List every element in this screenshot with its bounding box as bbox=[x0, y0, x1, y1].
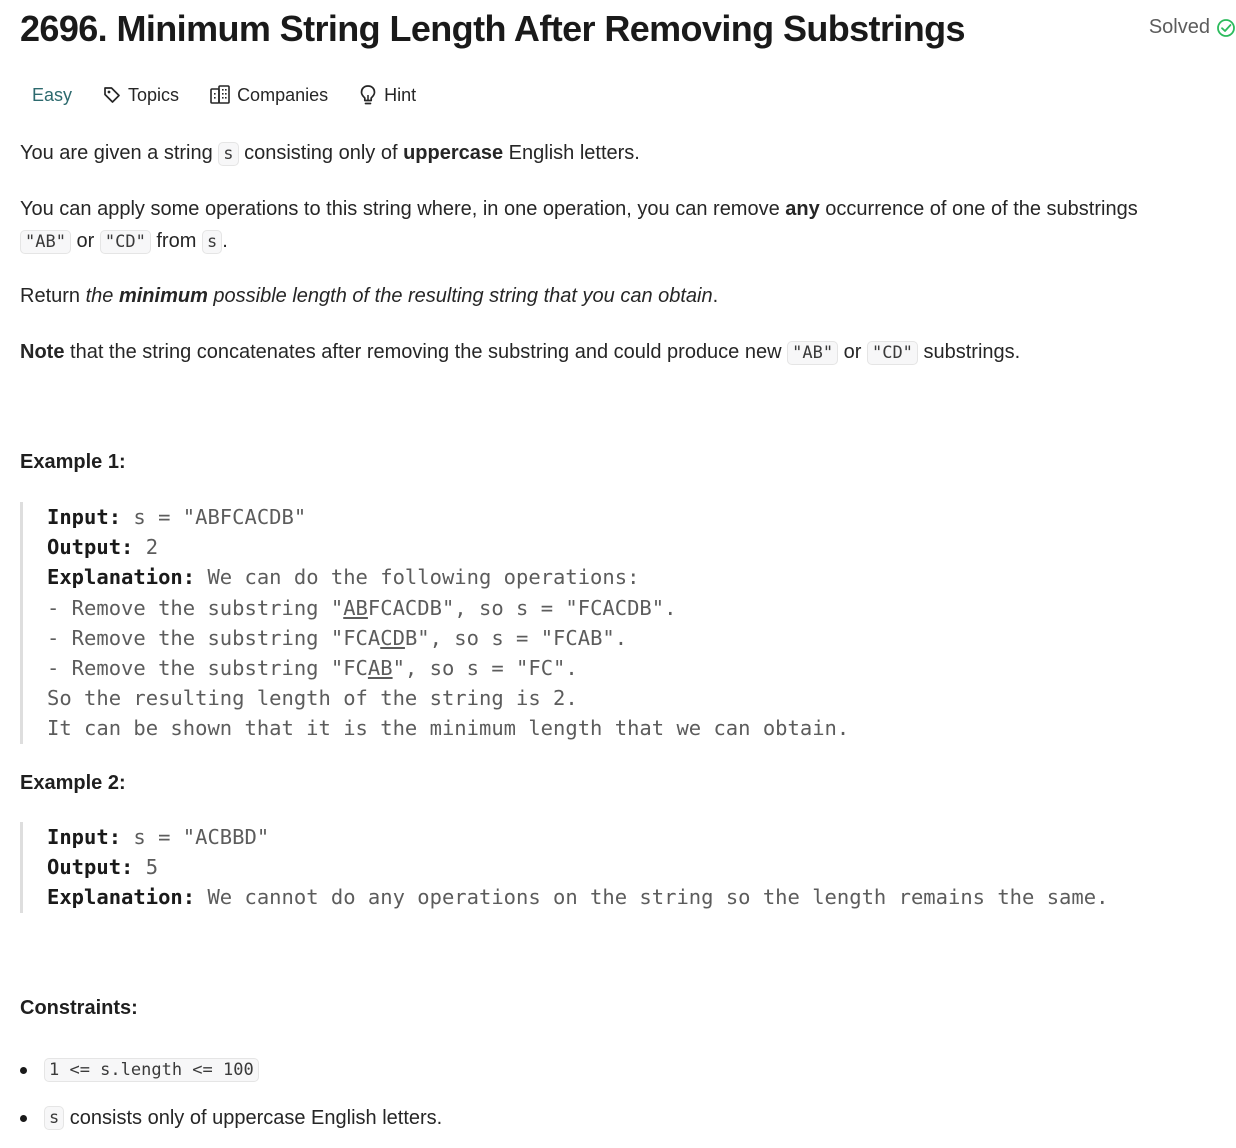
explanation-line: It can be shown that it is the minimum length that we can obtain. bbox=[47, 716, 850, 741]
underlined-text: AB bbox=[367, 656, 393, 681]
example-1-heading: Example 1: bbox=[20, 451, 126, 473]
hint-label: Hint bbox=[384, 84, 417, 105]
constraints-heading: Constraints: bbox=[20, 997, 138, 1019]
inline-code: s bbox=[202, 230, 222, 254]
underlined-text: AB bbox=[343, 595, 368, 620]
output-label: Output: bbox=[47, 855, 134, 880]
text: . bbox=[712, 285, 719, 307]
tag-icon bbox=[102, 85, 122, 105]
description-paragraph-2 bbox=[20, 193, 1190, 258]
text: that the string concatenates after removing the substring and could produce new bbox=[64, 341, 788, 363]
explanation-line: B", so s = "FCAB". bbox=[404, 625, 628, 650]
hint-button[interactable] bbox=[358, 84, 416, 106]
explanation-label: Explanation: bbox=[47, 885, 196, 910]
problem-tags bbox=[20, 80, 446, 110]
building-icon bbox=[209, 84, 231, 106]
explanation-line: - Remove the substring " bbox=[47, 595, 344, 620]
companies-button[interactable] bbox=[209, 84, 328, 106]
problem-title[interactable]: 2696. Minimum String Length After Removing Substrings bbox=[20, 8, 965, 49]
text: or bbox=[70, 230, 100, 252]
topics-label: Topics bbox=[128, 84, 180, 105]
text: Return bbox=[20, 285, 86, 307]
difficulty-label: Easy bbox=[32, 84, 73, 105]
title-row bbox=[20, 8, 1236, 52]
inline-code: "CD" bbox=[867, 341, 918, 365]
description-paragraph-3 bbox=[20, 280, 1190, 312]
text: consists only of uppercase English letters. bbox=[64, 1106, 443, 1129]
example-2-block bbox=[20, 822, 1108, 913]
explanation-label: Explanation: bbox=[47, 565, 196, 590]
text: consisting only of bbox=[238, 142, 404, 164]
bold-text: Note bbox=[20, 341, 65, 363]
input-value: s = "ABFCACDB" bbox=[121, 505, 307, 529]
example-2-heading: Example 2: bbox=[20, 772, 126, 794]
explanation-line: ", so s = "FC". bbox=[392, 656, 578, 681]
inline-code: "AB" bbox=[787, 341, 838, 365]
explanation-line: - Remove the substring "FC bbox=[47, 656, 368, 681]
text: substrings. bbox=[917, 341, 1021, 363]
list-item bbox=[20, 1046, 442, 1094]
example-1-block bbox=[20, 502, 849, 744]
text: from bbox=[150, 230, 202, 252]
explanation-value: We can do the following operations: bbox=[195, 565, 640, 590]
text: You are given a string bbox=[20, 142, 219, 164]
inline-code: "CD" bbox=[100, 230, 151, 254]
description-paragraph-1 bbox=[20, 137, 1190, 170]
text: or bbox=[838, 341, 867, 363]
output-label: Output: bbox=[47, 535, 134, 560]
inline-code: s bbox=[44, 1106, 64, 1130]
input-value: s = "ACBBD" bbox=[121, 825, 270, 849]
inline-code: "AB" bbox=[20, 230, 71, 254]
solved-status bbox=[1149, 16, 1236, 39]
text: occurrence of one of the substrings bbox=[819, 198, 1138, 220]
bold-text: any bbox=[785, 198, 820, 220]
topics-button[interactable] bbox=[102, 85, 179, 106]
explanation-line: - Remove the substring "FCA bbox=[47, 625, 381, 650]
text: English letters. bbox=[503, 142, 640, 164]
bold-italic-text: minimum bbox=[118, 285, 208, 307]
explanation-value: We cannot do any operations on the string so the length remains the same. bbox=[195, 885, 1109, 910]
text: . bbox=[222, 230, 228, 252]
output-value: 2 bbox=[133, 535, 159, 560]
inline-code: s bbox=[218, 142, 238, 166]
check-circle-icon bbox=[1216, 18, 1236, 38]
underlined-text: CD bbox=[380, 625, 405, 650]
bold-text: uppercase bbox=[403, 142, 504, 164]
text: You can apply some operations to this string where, in one operation, you can remove bbox=[20, 198, 786, 220]
output-value: 5 bbox=[133, 855, 159, 880]
description-paragraph-4 bbox=[20, 336, 1190, 369]
list-item bbox=[20, 1094, 442, 1142]
constraints-list bbox=[20, 1046, 442, 1142]
input-label: Input: bbox=[47, 825, 122, 849]
italic-text: the bbox=[85, 285, 119, 307]
difficulty-badge bbox=[32, 85, 72, 106]
explanation-line: FCACDB", so s = "FCACDB". bbox=[367, 595, 677, 620]
inline-code: 1 <= s.length <= 100 bbox=[44, 1058, 259, 1082]
explanation-line: So the resulting length of the string is 2. bbox=[47, 686, 578, 711]
italic-text: possible length of the resulting string that you can obtain bbox=[207, 285, 713, 307]
companies-label: Companies bbox=[237, 84, 329, 105]
solved-label: Solved bbox=[1148, 16, 1210, 38]
input-label: Input: bbox=[47, 505, 122, 529]
lightbulb-icon bbox=[358, 84, 378, 106]
